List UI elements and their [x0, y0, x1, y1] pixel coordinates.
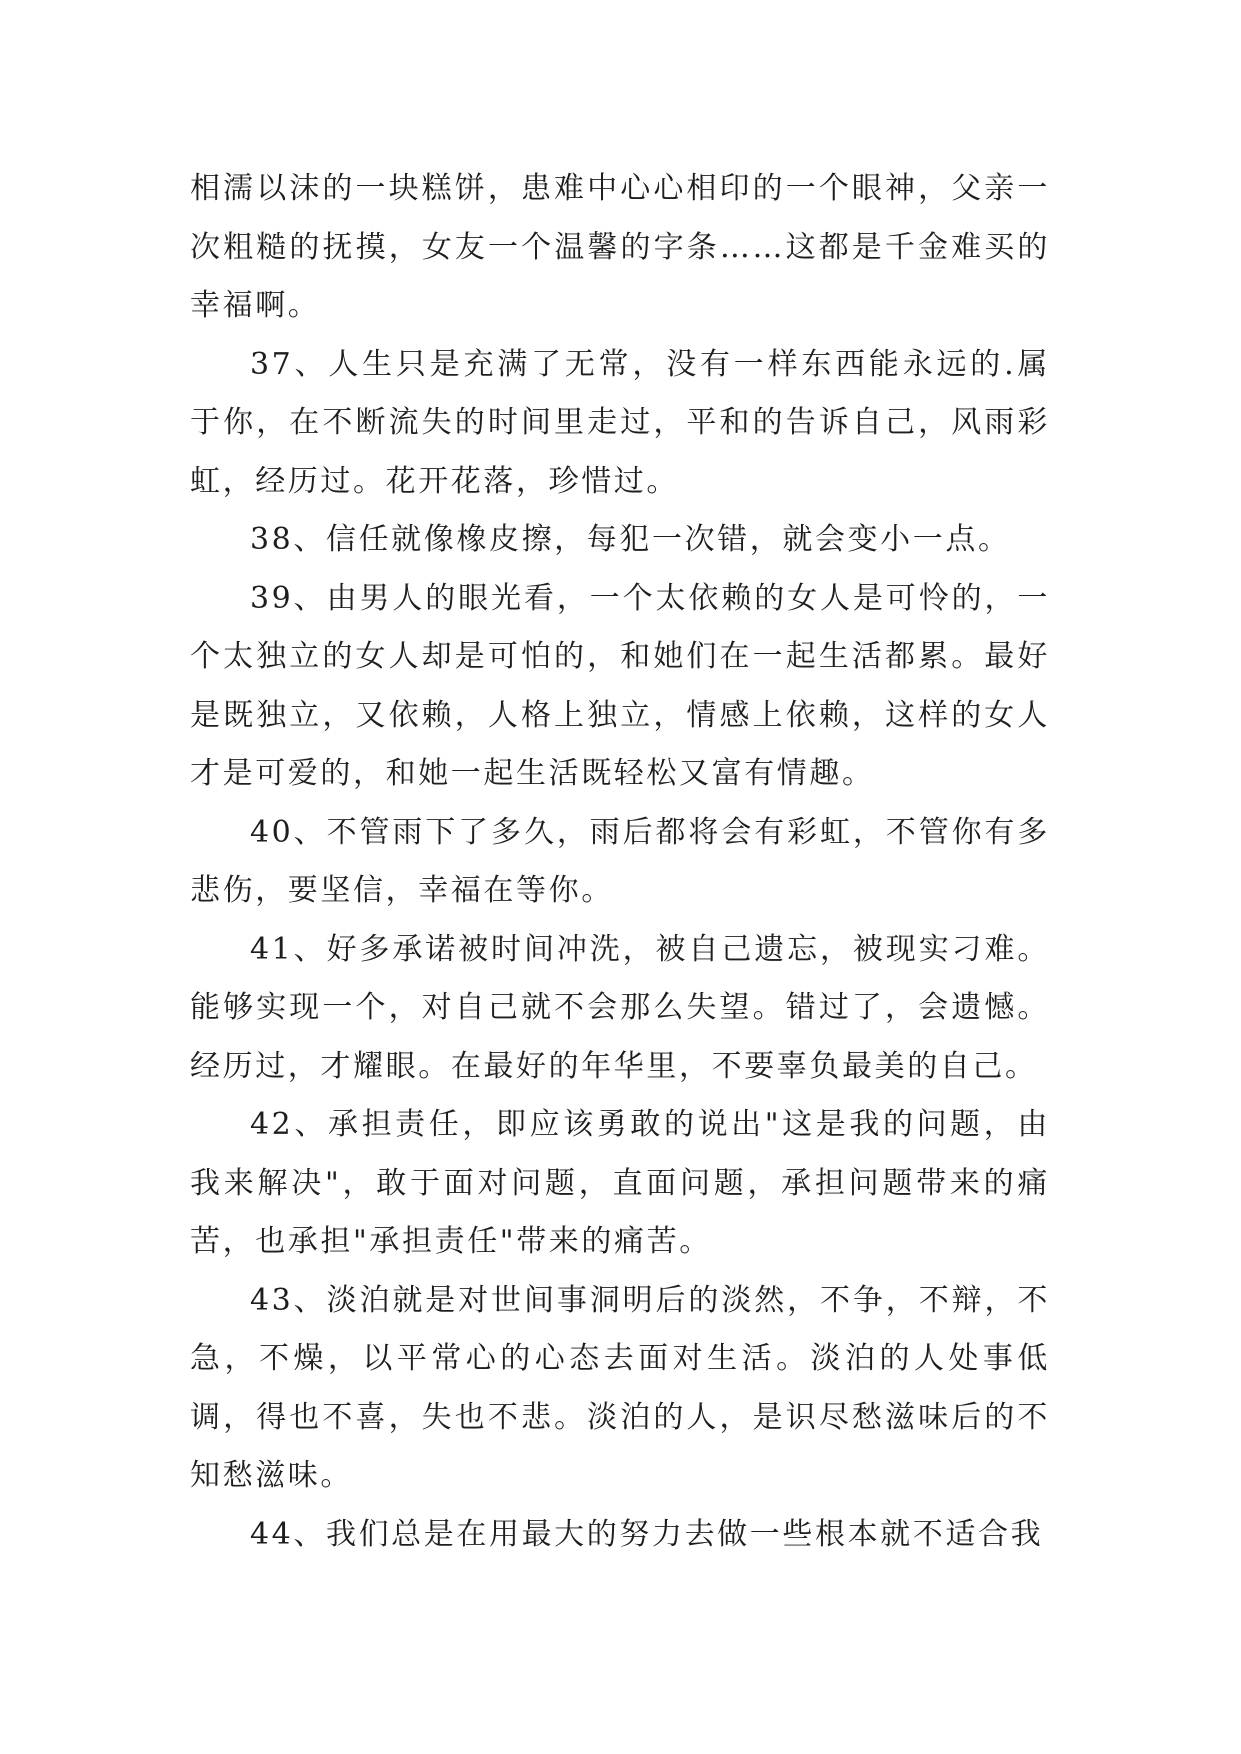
- body-text: [190, 160, 1050, 1564]
- paragraph-37: 37、人生只是充满了无常，没有一样东西能永远的.属于你，在不断流失的时间里走过，平和的告诉自己，风雨彩虹，经历过。花开花落，珍惜过。: [190, 346, 1050, 499]
- paragraph-41: 41、好多承诺被时间冲洗，被自己遗忘，被现实刁难。能够实现一个，对自己就不会那么失望。错过了，会遗憾。经历过，才耀眼。在最好的年华里，不要辜负最美的自己。: [190, 931, 1050, 1084]
- paragraph-39: 39、由男人的眼光看，一个太依赖的女人是可怜的，一个太独立的女人却是可怕的，和她们在一起生活都累。最好是既独立，又依赖，人格上独立，情感上依赖，这样的女人才是可爱的，和她一起生活既轻松又富有情趣。: [190, 580, 1050, 791]
- paragraph-38: 38、信任就像橡皮擦，每犯一次错，就会变小一点。: [250, 522, 1011, 557]
- paragraph-42: 42、承担责任，即应该勇敢的说出"这是我的问题，由我来解决"，敢于面对问题，直面问题，承担问题带来的痛苦，也承担"承担责任"带来的痛苦。: [190, 1107, 1050, 1259]
- paragraph-44: 44、我们总是在用最大的努力去做一些根本就不适合我: [250, 1516, 1044, 1552]
- paragraph-43: 43、淡泊就是对世间事洞明后的淡然，不争，不辩，不急，不燥，以平常心的心态去面对生活。淡泊的人处事低调，得也不喜，失也不悲。淡泊的人，是识尽愁滋味后的不知愁滋味。: [190, 1282, 1050, 1493]
- paragraph-40: 40、不管雨下了多久，雨后都将会有彩虹，不管你有多悲伤，要坚信，幸福在等你。: [190, 814, 1050, 908]
- paragraph-continuation: 相濡以沫的一块糕饼，患难中心心相印的一个眼神，父亲一次粗糙的抚摸，女友一个温馨的字条……这都是千金难买的幸福啊。: [190, 171, 1050, 323]
